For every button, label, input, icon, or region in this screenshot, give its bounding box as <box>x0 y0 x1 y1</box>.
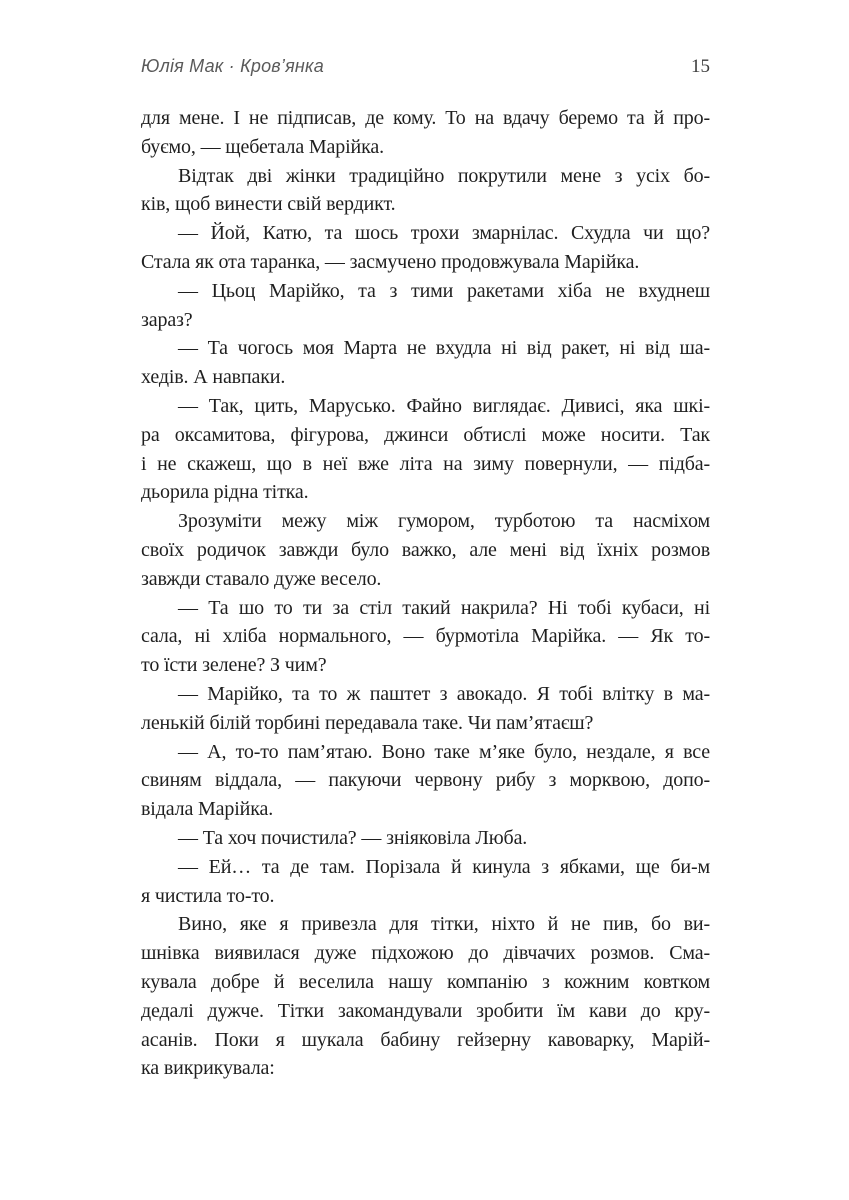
paragraph <box>141 824 710 853</box>
text-line: дьорила рідна тітка. <box>141 481 309 504</box>
text-line: асанів. Поки я шукала бабину гейзерну кавоварку, Марій- <box>141 1028 710 1051</box>
running-title: Юлія Мак · Кров’янка <box>141 56 324 76</box>
text-line: Зрозуміти межу між гумором, турботою та насміхом <box>178 510 710 533</box>
text-line: своїх родичок завжди було важко, але мені від їхніх розмов <box>141 538 710 561</box>
paragraph <box>141 104 710 162</box>
text-line: Стала як ота таранка, — засмучено продовжувала Марійка. <box>141 250 640 273</box>
text-line: ленькій білій торбині передавала таке. Чи пам’ятаєш? <box>141 711 594 734</box>
paragraph <box>141 594 710 680</box>
text-line: — Цьоц Марійко, та з тими ракетами хіба не вхуднеш <box>178 279 710 302</box>
text-line: Вино, яке я привезла для тітки, ніхто й не пив, бо ви- <box>178 913 710 936</box>
paragraph <box>141 738 710 824</box>
text-line: свиням віддала, — пакуючи червону рибу з морквою, допо- <box>141 769 710 792</box>
text-line: кувала добре й веселила нашу компанію з кожним ковтком <box>141 970 710 993</box>
text-line: ків, щоб винести свій вердикт. <box>141 193 396 216</box>
text-line: буємо, — щебетала Марійка. <box>141 135 384 158</box>
page-header <box>141 56 710 78</box>
paragraph <box>141 507 710 593</box>
paragraph <box>141 853 710 911</box>
text-line: я чистила то-то. <box>141 884 275 907</box>
text-block <box>141 104 710 1083</box>
text-line: — Марійко, та то ж паштет з авокадо. Я тобі влітку в ма- <box>178 682 710 705</box>
text-line: хедів. А навпаки. <box>141 366 286 389</box>
text-line: відала Марійка. <box>141 798 274 821</box>
paragraph <box>141 680 710 738</box>
paragraph <box>141 334 710 392</box>
text-line: ра оксамитова, фігурова, джинси обтислі може носити. Так <box>141 423 710 446</box>
page-number: 15 <box>691 56 710 77</box>
paragraph <box>141 162 710 220</box>
text-line: сала, ні хліба нормального, — бурмотіла Марійка. — Як то- <box>141 625 710 648</box>
text-line: дедалі дужче. Тітки закомандували зробити їм кави до кру- <box>141 999 710 1022</box>
text-line: шнівка виявилася дуже підхожою до дівчачих розмов. Сма- <box>141 942 710 965</box>
paragraph <box>141 910 710 1083</box>
text-line: завжди ставало дуже весело. <box>141 567 382 590</box>
text-line: — Та шо то ти за стіл такий накрила? Ні тобі кубаси, ні <box>178 596 710 619</box>
paragraph <box>141 277 710 335</box>
text-line: то їсти зелене? З чим? <box>141 654 327 677</box>
text-line: — Ей… та де там. Порізала й кинула з ябками, ще би-м <box>178 855 710 878</box>
text-line: і не скажеш, що в неї вже літа на зиму повернули, — підба- <box>141 452 710 475</box>
text-line: — Та хоч почистила? — зніяковіла Люба. <box>178 826 528 849</box>
text-line: ка викрикувала: <box>141 1057 275 1080</box>
text-line: — Йой, Катю, та шось трохи змарнілас. Схудла чи що? <box>178 222 710 245</box>
text-line: для мене. І не підписав, де кому. То на вдачу беремо та й про- <box>141 107 710 129</box>
paragraph <box>141 392 710 507</box>
text-line: — А, то-то пам’ятаю. Воно таке м’яке було, нездале, я все <box>178 740 710 763</box>
text-line: — Так, цить, Марусько. Файно виглядає. Дивисі, яка шкі- <box>178 394 710 417</box>
paragraph <box>141 219 710 277</box>
text-line: Відтак дві жінки традиційно покрутили мене з усіх бо- <box>178 164 710 187</box>
text-line: — Та чогось моя Марта не вхудла ні від ракет, ні від ша- <box>178 337 710 360</box>
text-line: зараз? <box>141 308 193 331</box>
